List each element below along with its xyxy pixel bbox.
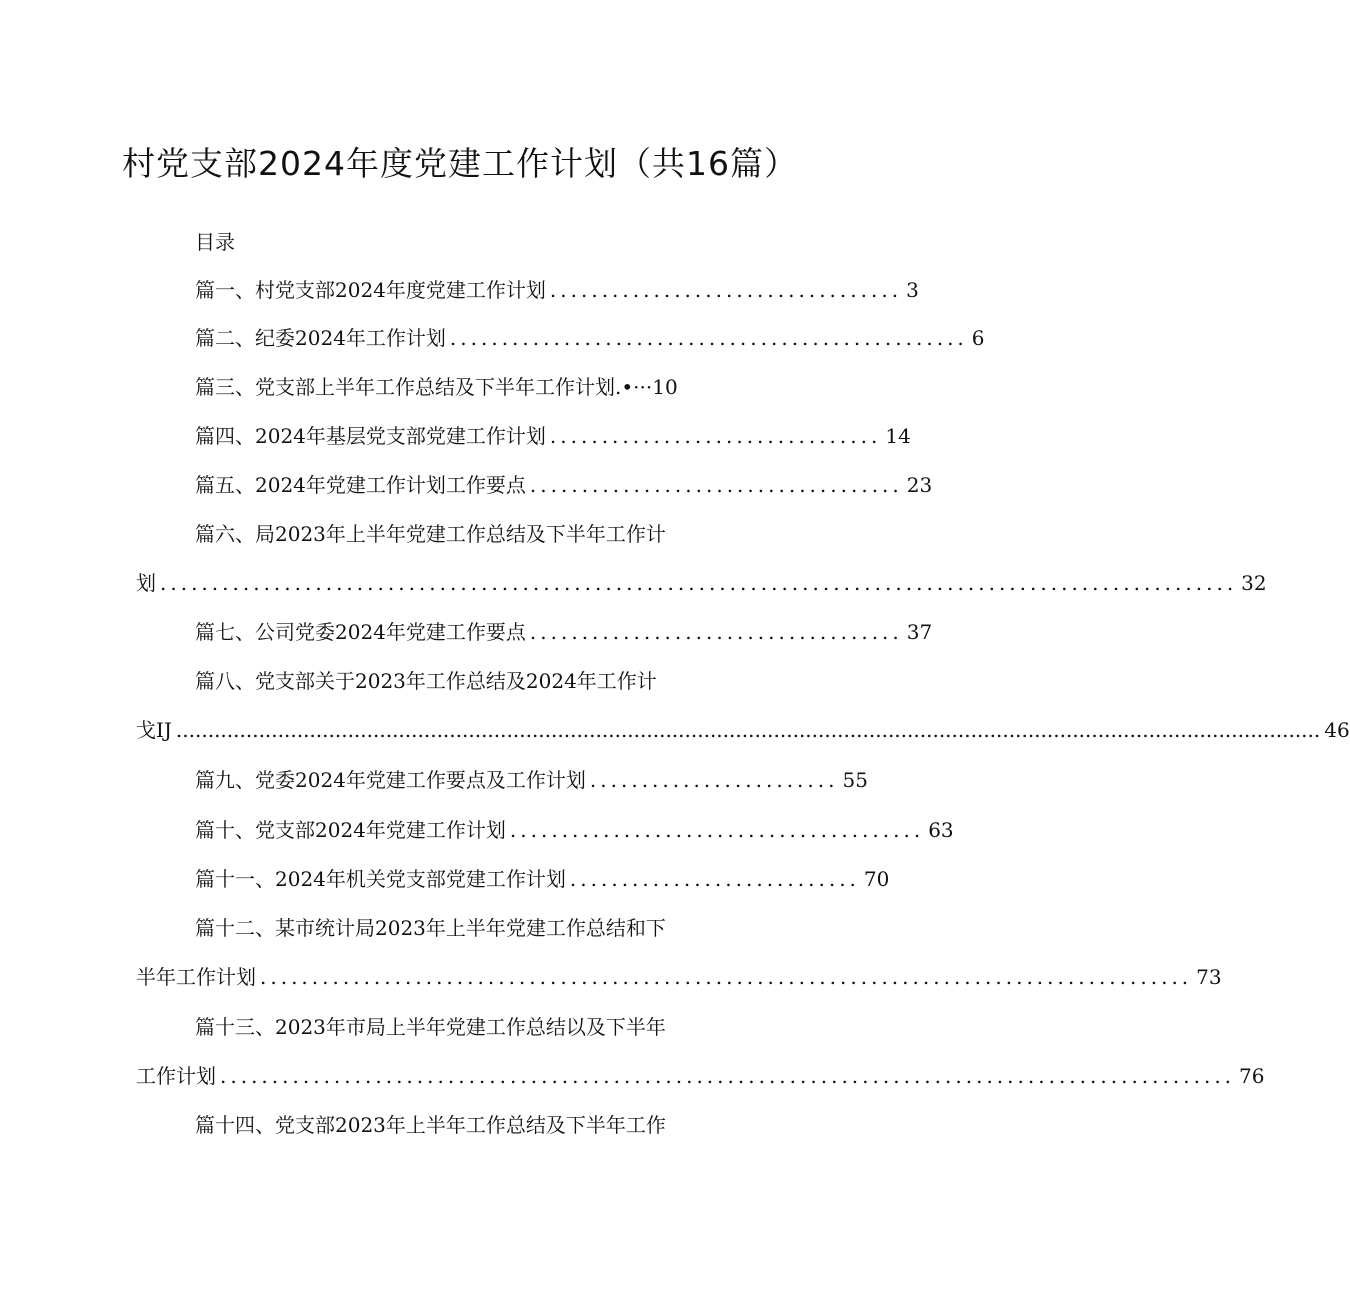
toc-entry-10[interactable] — [195, 816, 954, 844]
toc-entry-5[interactable] — [195, 471, 933, 499]
toc-entry-page: 55 — [842, 768, 868, 792]
toc-entry-label: 篇八、党支部关于2023年工作总结及2024年工作计 — [195, 669, 657, 693]
toc-entry-7[interactable] — [195, 618, 933, 646]
toc-entry-leader: .......................................................................................... — [260, 965, 1193, 989]
toc-entry-leader: .................................. — [549, 278, 903, 302]
toc-entry-page: 3 — [906, 278, 919, 302]
toc-entry-page: 63 — [928, 818, 954, 842]
toc-entry-8[interactable] — [195, 667, 657, 695]
toc-entry-label-continued: 工作计划 — [136, 1064, 216, 1088]
toc-entry-page: 32 — [1241, 571, 1267, 595]
toc-entry-label: 篇六、局2023年上半年党建工作总结及下半年工作计 — [195, 522, 666, 546]
toc-entry-4[interactable] — [195, 422, 911, 450]
toc-entry-14[interactable] — [195, 1111, 666, 1139]
toc-entry-page: 10 — [652, 375, 678, 399]
toc-entry-2[interactable] — [195, 324, 985, 352]
toc-entry-label: 篇七、公司党委2024年党建工作要点 — [195, 620, 526, 644]
toc-entry-leader: .................................... — [529, 620, 903, 644]
toc-entry-12-continued[interactable] — [136, 963, 1222, 991]
toc-entry-13-continued[interactable] — [136, 1062, 1265, 1090]
toc-entry-leader: .................................................. — [449, 326, 968, 350]
toc-entry-label: 篇十三、2023年市局上半年党建工作总结以及下半年 — [195, 1015, 666, 1039]
toc-entry-page: 73 — [1196, 965, 1222, 989]
toc-entry-12[interactable] — [195, 914, 666, 942]
toc-entry-label-continued: 划 — [136, 571, 156, 595]
toc-entry-label: 篇十、党支部2024年党建工作计划 — [195, 818, 506, 842]
toc-entry-page: 76 — [1239, 1064, 1265, 1088]
toc-entry-label: 篇五、2024年党建工作计划工作要点 — [195, 473, 526, 497]
toc-entry-leader: ........................ — [589, 768, 839, 792]
toc-entry-label-continued: 半年工作计划 — [136, 965, 256, 989]
toc-entry-label: 篇四、2024年基层党支部党建工作计划 — [195, 424, 546, 448]
toc-entry-leader: .................................... — [529, 473, 903, 497]
toc-entry-3[interactable] — [195, 373, 678, 401]
toc-entry-label: 篇十四、党支部2023年上半年工作总结及下半年工作 — [195, 1113, 666, 1137]
toc-entry-page: 23 — [906, 473, 933, 497]
document-title: 村党支部2024年度党建工作计划（共16篇） — [122, 144, 798, 183]
toc-entry-label: 篇二、纪委2024年工作计划 — [195, 326, 446, 350]
toc-entry-leader: ............................ — [569, 867, 860, 891]
toc-entry-page: 6 — [971, 326, 985, 350]
toc-heading: 目录 — [195, 230, 235, 254]
toc-entry-label: 篇九、党委2024年党建工作要点及工作计划 — [195, 768, 586, 792]
toc-entry-leader: ........................................................................................................ — [160, 571, 1238, 595]
toc-entry-leader: .................................................................................................. — [220, 1064, 1236, 1088]
toc-entry-leader: •··· — [621, 375, 653, 399]
toc-entry-page: 70 — [863, 867, 890, 891]
toc-entry-page: 14 — [885, 424, 911, 448]
toc-entry-9[interactable] — [195, 766, 868, 794]
toc-entry-page: 46 — [1324, 718, 1350, 742]
toc-entry-label-continued: 戈IJ — [136, 718, 172, 742]
toc-entry-1[interactable] — [195, 276, 919, 304]
toc-entry-6-continued[interactable] — [136, 569, 1267, 597]
toc-entry-leader: ................................ — [549, 424, 882, 448]
toc-entry-11[interactable] — [195, 865, 890, 893]
toc-entry-label: 篇十一、2024年机关党支部党建工作计划 — [195, 867, 566, 891]
toc-entry-6[interactable] — [195, 520, 666, 548]
toc-entry-page: 37 — [906, 620, 933, 644]
toc-entry-leader: ........................................ — [509, 818, 925, 842]
toc-entry-13[interactable] — [195, 1013, 666, 1041]
toc-entry-label: 篇十二、某市统计局2023年上半年党建工作总结和下 — [195, 916, 666, 940]
toc-entry-leader: .................................................................................................................................................................................... — [175, 718, 1321, 742]
toc-entry-label: 篇一、村党支部2024年度党建工作计划 — [195, 278, 546, 302]
toc-entry-label: 篇三、党支部上半年工作总结及下半年工作计划. — [195, 375, 622, 399]
toc-entry-8-continued[interactable] — [136, 716, 1350, 744]
